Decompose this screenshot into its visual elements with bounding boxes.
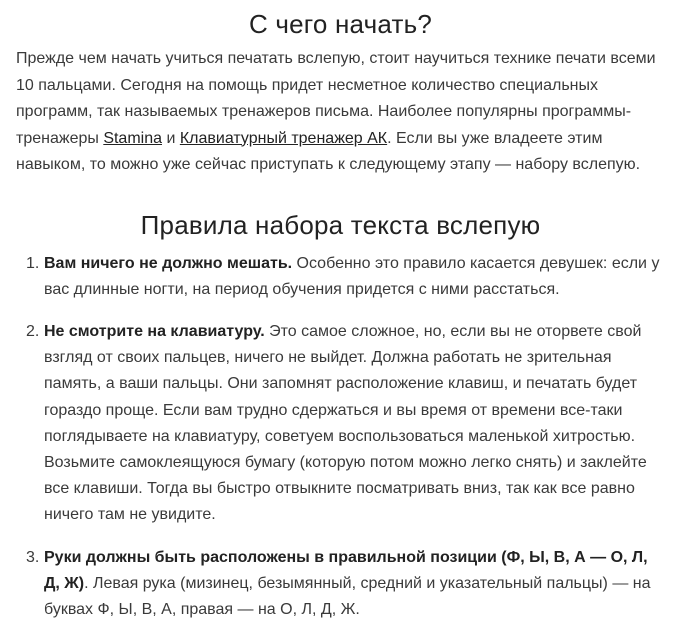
intro-and: и bbox=[162, 129, 180, 147]
list-item-text: Это самое сложное, но, если вы не оторвете свой взгляд от своих пальцев, ничего не выйдет. Должна работать не зрительная память, а ваши пальцы. Они запомнят расположение клавиш, и печатать будет гораздо проще. Если вам трудно сдержаться и вы время от времени все-таки поглядываете на клавиатуру, советуем воспользоваться маленькой хитростью. Возьмите самоклеящуюся бумагу (которую потом можно легко снять) и заклейте все клавиши. Тогда вы быстро отвыкните посматривать вниз, так как все равно ничего там не увидите. bbox=[44, 322, 647, 524]
list-item bbox=[26, 319, 665, 529]
list-item-text: . Левая рука (мизинец, безымянный, средний и указательный пальцы) — на буквах Ф, Ы, В, А, правая — на О, Л, Д, Ж. bbox=[44, 574, 651, 618]
list-item-number: 2. bbox=[26, 322, 40, 340]
intro-paragraph bbox=[16, 46, 665, 179]
keyboard-trainer-ak-link[interactable]: Клавиатурный тренажер АК bbox=[179, 129, 388, 147]
rules-list bbox=[16, 251, 665, 624]
list-item bbox=[26, 251, 665, 303]
list-item-bold: Не смотрите на клавиатуру. bbox=[44, 322, 265, 340]
intro-text-part2: . Если вы уже владеете этим навыком, то можно уже сейчас приступать к следующему этапу — набору вслепую. bbox=[16, 129, 641, 173]
list-item bbox=[26, 545, 665, 624]
stamina-link[interactable]: Stamina bbox=[103, 129, 163, 147]
list-item-bold: Вам ничего не должно мешать. bbox=[44, 254, 293, 272]
intro-text-part1: Прежде чем начать учиться печатать вслепую, стоит научиться технике печати всеми 10 пальцами. Сегодня на помощь придет несметное количество специальных программ, так называемых тренажеров письма. Наиболее популярны программы-тренажеры bbox=[16, 50, 656, 147]
section-title-rules: Правила набора текста вслепую bbox=[140, 209, 541, 240]
list-item-bold: Руки должны быть расположены в правильной позиции (Ф, Ы, В, А — О, Л, Д, Ж) bbox=[44, 548, 648, 592]
list-item-number: 1. bbox=[26, 254, 40, 272]
list-item-text: Особенно это правило касается девушек: если у вас длинные ногти, на период обучения придется с ними расстаться. bbox=[44, 254, 660, 298]
section-title-start: С чего начать? bbox=[249, 9, 432, 39]
list-item-number: 3. bbox=[26, 548, 40, 566]
